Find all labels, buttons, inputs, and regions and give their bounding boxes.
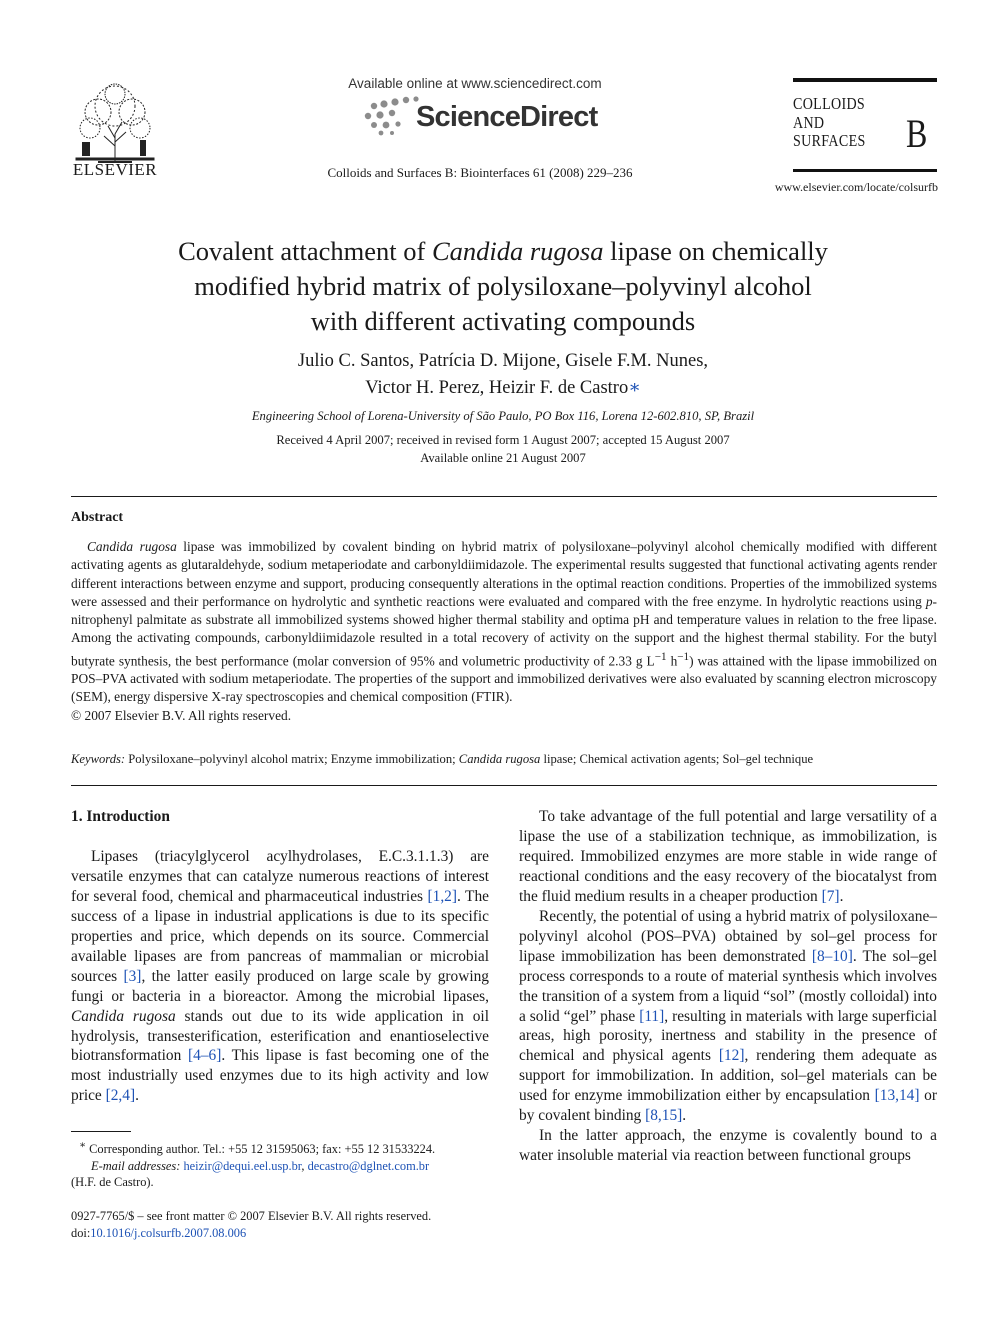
- doi-link[interactable]: 10.1016/j.colsurfb.2007.08.006: [90, 1226, 247, 1240]
- journal-url-link[interactable]: www.elsevier.com/locate/colsurfb: [774, 180, 938, 194]
- body-text: Recently, the potential of using a hybrid matrix of polysiloxane–polyvinyl alcohol (POS–PVA) obtained by sol–gel process for lipase immobilization has been demonstrated: [519, 907, 937, 965]
- title-species: Candida rugosa: [431, 236, 604, 266]
- body-text: , rendering them adequate as support for immobilization. In addition, sol–gel materials can be used for enzyme immobilization either by encapsulation: [519, 1047, 937, 1105]
- abstract-italic: p: [925, 593, 933, 609]
- body-text: . This lipase is fast becoming one of the most industrially used enzymes due to its high activity and low price: [71, 1047, 489, 1105]
- body-text: or by covalent binding: [519, 1087, 937, 1125]
- corresponding-author-link[interactable]: ∗: [628, 378, 641, 398]
- divider: [71, 785, 937, 786]
- footnote-line: (H.F. de Castro).: [71, 1175, 154, 1190]
- author-line: [180, 375, 826, 402]
- citation-link[interactable]: [8,15]: [645, 1107, 683, 1125]
- copyright-line: © 2007 Elsevier B.V. All rights reserved.: [71, 707, 292, 723]
- keywords-label: Keywords:: [71, 752, 126, 766]
- email-label: E-mail addresses:: [91, 1158, 181, 1173]
- title-text: lipase on chemically: [603, 236, 828, 266]
- abstract-heading: Abstract: [71, 510, 124, 525]
- body-text: . The sol–gel process corresponds to a route of material synthesis which involves the transition of a system from a liquid “sol” (mostly colloidal) into a solid “gel” phase: [519, 947, 937, 1025]
- keywords-species: Candida rugosa: [458, 752, 541, 766]
- journal-logo-text: [793, 95, 866, 151]
- footnote-line: [71, 1138, 491, 1158]
- body-text: , resulting in materials with large superficial areas, high porosity, inertness and stability in the presence of chemical and physical agents: [519, 1007, 938, 1065]
- email-link[interactable]: heizir@dequi.eel.usp.br: [183, 1158, 302, 1173]
- citation-link[interactable]: [1,2]: [427, 887, 458, 905]
- title-line: modified hybrid matrix of polysiloxane–polyvinyl alcohol: [194, 271, 812, 301]
- affiliation: Engineering School of Lorena-University of São Paulo, PO Box 116, Lorena 12-602.810, SP, Brazil: [251, 409, 755, 423]
- footnote-text: ,: [301, 1158, 308, 1173]
- body-paragraph: [519, 807, 937, 907]
- citation-link[interactable]: [13,14]: [874, 1087, 920, 1105]
- superscript: −1: [677, 650, 690, 663]
- body-text: stands out due to its wide application in oil hydrolysis, transesterification, esterification and enantioselective biotransformation: [71, 1007, 489, 1065]
- journal-logo-line: AND: [793, 112, 825, 132]
- abstract-paragraph: [71, 538, 937, 707]
- superscript: −1: [654, 650, 667, 663]
- online-date: Available online 21 August 2007: [420, 451, 586, 465]
- species-name: Candida rugosa: [71, 1007, 176, 1025]
- section-heading: 1. Introduction: [71, 808, 170, 825]
- body-text: .: [839, 887, 844, 905]
- author-names: Victor H. Perez, Heizir F. de Castro: [365, 378, 629, 398]
- citation-link[interactable]: [8–10]: [811, 947, 853, 965]
- footnote-rule: [71, 1131, 131, 1132]
- citation-link[interactable]: [4–6]: [188, 1047, 222, 1065]
- body-text: .: [135, 1087, 139, 1105]
- body-text: Lipases (triacylglycerol acylhydrolases, E.C.3.1.1.3) are versatile enzymes that can catalyze numerous reactions of interest for several food, chemical and pharmaceutical industries: [71, 847, 489, 905]
- citation-link[interactable]: [12]: [718, 1047, 745, 1065]
- article-title: [96, 234, 910, 339]
- title-line: with different activating compounds: [310, 306, 696, 336]
- citation-link[interactable]: [7]: [821, 887, 840, 905]
- journal-logo-line: SURFACES: [793, 131, 866, 150]
- citation-link[interactable]: [3]: [123, 967, 142, 985]
- doi-label: doi:: [71, 1226, 91, 1240]
- title-line: [96, 234, 910, 269]
- article-dates: [150, 431, 856, 467]
- body-text: , the latter easily produced on large scale by growing fungi or bacteria in a bioreactor. Among the microbial lipases,: [71, 967, 490, 1005]
- divider: [71, 496, 937, 497]
- journal-logo-line: COLLOIDS: [793, 94, 866, 113]
- email-link[interactable]: decastro@dglnet.com.br: [307, 1158, 430, 1173]
- journal-logo-rule-top: [793, 78, 937, 82]
- right-column: [519, 807, 937, 1166]
- body-text: . The success of a lipase in industrial applications is due to its specific properties and price, which depends on its source. Commercial available lipases are from pancreas of mammalian or microbial sources: [71, 887, 489, 985]
- body-paragraph: In the latter approach, the enzyme is covalently bound to a water insoluble material via reaction between functional groups: [519, 1127, 937, 1165]
- keywords-text: lipase; Chemical activation agents; Sol–gel technique: [540, 752, 814, 766]
- available-online-text[interactable]: Available online at www.sciencedirect.com: [348, 76, 602, 91]
- title-text: Covalent attachment of: [178, 236, 432, 266]
- abstract-text: -nitrophenyl palmitate as substrate all immobilized systems showed higher thermal stability and optima pH and temperature values in relation to the free lipase. Among the activating compounds, carbonyldiimidazole resulted in a total recovery of activity on the support and the highest thermal stability. For the butyl butyrate synthesis, the best performance (molar conversion of 95% and volumetric productivity of 2.33 g L: [71, 593, 937, 668]
- keywords-text: Polysiloxane–polyvinyl alcohol matrix; Enzyme immobilization;: [125, 752, 459, 766]
- front-matter: [71, 1208, 491, 1242]
- abstract-text: h: [666, 652, 678, 668]
- footnote-text: Corresponding author. Tel.: +55 12 31595063; fax: +55 12 31533224.: [86, 1142, 436, 1157]
- journal-reference: Colloids and Surfaces B: Biointerfaces 61 (2008) 229–236: [327, 165, 633, 180]
- body-paragraph: [519, 907, 937, 1126]
- citation-link[interactable]: [11]: [639, 1007, 665, 1025]
- footnote-line: [71, 1158, 491, 1175]
- journal-logo-letter: B: [906, 111, 928, 156]
- sciencedirect-wordmark: ScienceDirect: [416, 101, 598, 133]
- received-dates: Received 4 April 2007; received in revised form 1 August 2007; accepted 15 August 2007: [276, 433, 730, 447]
- body-text: .: [682, 1107, 687, 1125]
- citation-link[interactable]: [2,4]: [105, 1087, 136, 1105]
- left-column: [71, 807, 489, 1106]
- keywords-line: [71, 752, 937, 767]
- abstract-body: [71, 538, 937, 725]
- footnote-mark: ∗: [79, 1140, 87, 1151]
- corresponding-footnote: [71, 1138, 491, 1191]
- journal-logo-rule-bottom: [793, 169, 937, 172]
- publisher-name: ELSEVIER: [72, 160, 158, 179]
- author-list: [180, 348, 826, 402]
- species-name: Candida rugosa: [87, 539, 177, 554]
- abstract-text: lipase was immobilized by covalent binding on hybrid matrix of polysiloxane–polyvinyl alcohol chemically modified with different activating agents as glutaraldehyde, sodium metaperiodate and carbonyldiimidazole. The experimental results suggested that functional activating agents render different interactions between enzyme and support, producing consequently alterations in the optimal reaction conditions. Properties of the immobilized systems were assessed and their performance on hydrolytic and synthetic reactions were evaluated and compared with the free enzyme. In hydrolytic reactions using: [71, 539, 937, 609]
- body-paragraph: [71, 847, 489, 1106]
- body-text: To take advantage of the full potential and large versatility of a lipase the use of a stabilization technique, as immobilization, is required. Immobilized enzymes are more stable in wide range of reactional conditions and the easy recovery of the biocatalyst from the fluid medium results in a cheaper production: [519, 808, 937, 905]
- abstract-text: ) was attained with the lipase immobilized on POS–PVA activated with sodium metaperiodate. The properties of the support and immobilized derivatives were also evaluated by scanning electron microscopy (SEM), energy dispersive X-ray spectroscopies and chemical composition (FTIR).: [71, 652, 938, 705]
- issn-line: 0927-7765/$ – see front matter © 2007 Elsevier B.V. All rights reserved.: [71, 1209, 432, 1223]
- author-line: Julio C. Santos, Patrícia D. Mijone, Gisele F.M. Nunes,: [297, 351, 709, 371]
- doi-line: [71, 1225, 491, 1242]
